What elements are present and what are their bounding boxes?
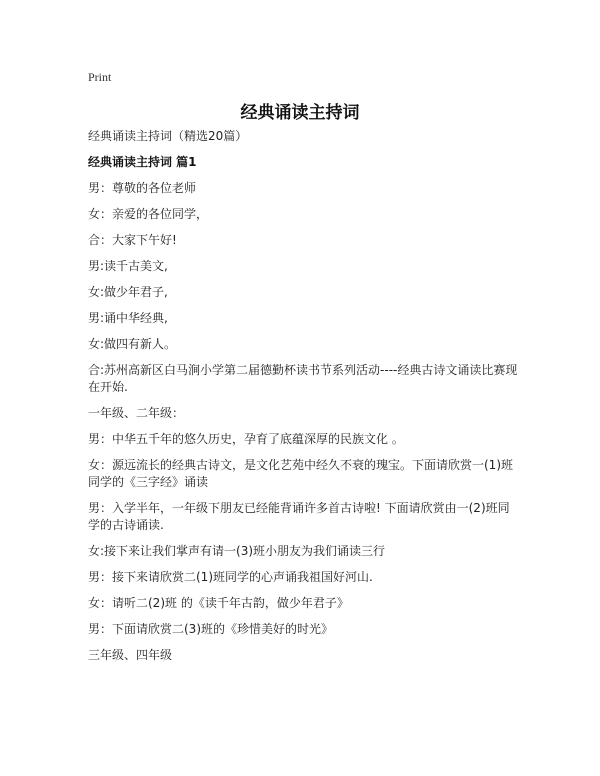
paragraph: 一年级、二年级： xyxy=(88,406,185,420)
paragraph: 女：亲爱的各位同学， xyxy=(88,207,209,221)
document-body xyxy=(88,128,520,673)
paragraph: 女:做少年君子, xyxy=(88,285,168,299)
paragraph: 男：入学半年，一年级下朋友已经能背诵许多首古诗啦! 下面请欣赏由一(2)班同学的古诗诵读. xyxy=(88,501,510,532)
paragraph: 男:读千古美文, xyxy=(88,259,168,273)
paragraph: 女:做四有新人。 xyxy=(88,337,177,351)
paragraph: 女：请听二(2)班 的《读千年古韵，做少年君子》 xyxy=(88,596,349,610)
paragraph: 合：大家下午好! xyxy=(88,233,177,247)
paragraph: 男：中华五千年的悠久历史，孕育了底蕴深厚的民族文化 。 xyxy=(88,432,404,446)
paragraph: 女：源远流长的经典古诗文，是文化艺苑中经久不衰的瑰宝。下面请欣赏一(1)班同学的《三字经》诵读 xyxy=(88,458,514,489)
paragraph: 三年级、四年级 xyxy=(88,648,173,662)
document-subtitle: 经典诵读主持词（精选20篇） xyxy=(88,129,248,143)
paragraph: 男：下面请欣赏二(3)班的《珍惜美好的时光》 xyxy=(88,622,333,636)
document-title: 经典诵读主持词 xyxy=(240,103,360,123)
paragraph: 女:接下来让我们掌声有请一(3)班小朋友为我们诵读三行 xyxy=(88,544,386,558)
paragraph: 男:诵中华经典, xyxy=(88,311,168,325)
paragraph: 男：尊敬的各位老师 xyxy=(88,181,197,195)
paragraph: 男：接下来请欣赏二(1)班同学的心声诵我祖国好河山. xyxy=(88,570,373,584)
section-heading: 经典诵读主持词 篇1 xyxy=(88,155,197,169)
paragraph: 合:苏州高新区白马涧小学第二届德勤杯读书节系列活动----经典古诗文诵读比赛现在开始. xyxy=(88,363,518,394)
print-link[interactable]: Print xyxy=(88,70,112,84)
